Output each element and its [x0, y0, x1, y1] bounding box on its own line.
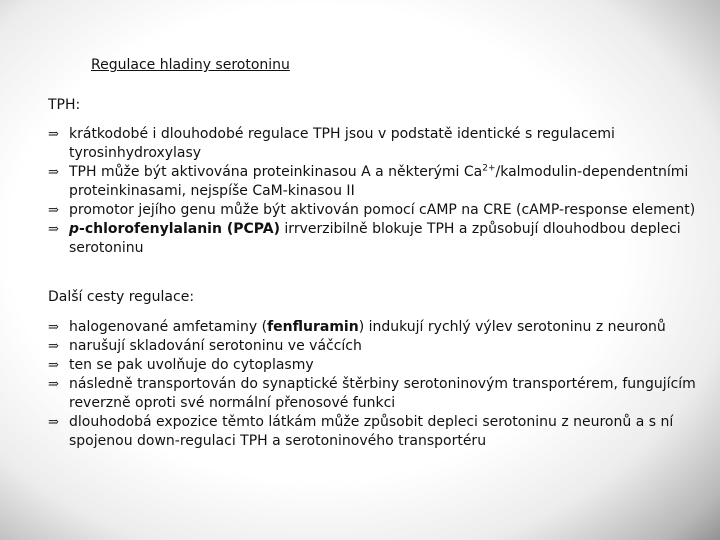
implies-arrow-icon: ⇒: [48, 222, 59, 237]
item-text: ten se pak uvolňuje do cytoplasmy: [69, 357, 314, 373]
item-text-part: halogenované amfetaminy (: [69, 319, 268, 335]
implies-arrow-icon: ⇒: [48, 203, 59, 218]
other-regulation-list: [48, 318, 718, 451]
implies-arrow-icon: ⇒: [48, 377, 59, 392]
tph-heading: TPH:: [48, 97, 81, 113]
item-text-part: TPH může být aktivována proteinkinasou A a některými Ca: [69, 164, 483, 180]
superscript: 2+: [482, 163, 496, 174]
implies-arrow-icon: ⇒: [48, 415, 59, 430]
list-item: [48, 125, 718, 163]
slide-title: Regulace hladiny serotoninu: [91, 57, 290, 73]
other-regulation-heading: Další cesty regulace:: [48, 289, 195, 305]
bold-term: -chlorofenylalanin (PCPA): [79, 221, 280, 237]
bold-term: fenfluramin: [267, 319, 359, 335]
item-text: dlouhodobá expozice těmto látkám může způsobit depleci serotoninu z neuronů a s ní spojenou down-regulaci TPH a serotoninového transportéru: [69, 414, 674, 449]
item-text: následně transportován do synaptické štěrbiny serotoninovým transportérem, fungujícím reverzně oproti své normální přenosové funkci: [69, 376, 696, 411]
implies-arrow-icon: ⇒: [48, 127, 59, 142]
list-item: [48, 318, 718, 337]
implies-arrow-icon: ⇒: [48, 165, 59, 180]
list-item: [48, 356, 718, 375]
item-text-part: /kalmodulin-dependentními proteinkinasami, nejspíše CaM-kinasou II: [69, 164, 689, 199]
italic-prefix: p: [69, 221, 80, 237]
list-item: [48, 413, 718, 451]
implies-arrow-icon: ⇒: [48, 358, 59, 373]
item-text-part: ) indukují rychlý výlev serotoninu z neuronů: [358, 319, 666, 335]
implies-arrow-icon: ⇒: [48, 320, 59, 335]
list-item: [48, 337, 718, 356]
implies-arrow-icon: ⇒: [48, 339, 59, 354]
item-text: [69, 319, 666, 335]
item-text: narušují skladování serotoninu ve váčcích: [69, 338, 362, 354]
item-text: krátkodobé i dlouhodobé regulace TPH jsou v podstatě identické s regulacemi tyrosinhydroxylasy: [69, 126, 615, 161]
list-item: [48, 375, 718, 413]
item-text-part: irrverzibilně blokuje TPH a způsobují dlouhodbou depleci serotoninu: [69, 221, 681, 256]
list-item: [48, 220, 718, 258]
item-text: [69, 221, 681, 256]
item-text: promotor jejího genu může být aktivován pomocí cAMP na CRE (cAMP-response element): [69, 202, 696, 218]
list-item: [48, 163, 718, 201]
list-item: [48, 201, 718, 220]
item-text: [69, 164, 688, 199]
tph-list: [48, 125, 718, 258]
